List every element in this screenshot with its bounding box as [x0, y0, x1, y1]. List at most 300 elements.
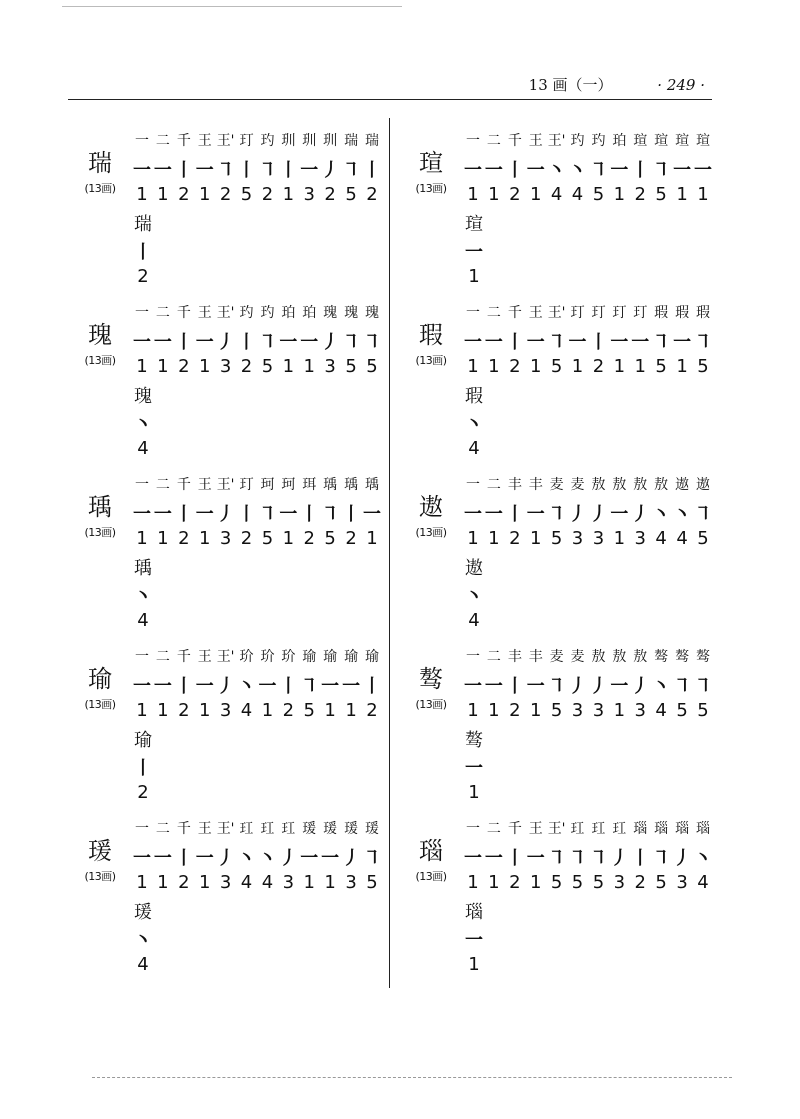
stroke-number: 1	[467, 872, 479, 893]
stroke-shape: 丨	[237, 332, 256, 353]
stroke-form: 一	[135, 477, 149, 493]
stroke-shape: 一	[484, 848, 503, 869]
stroke-shape: 丿	[216, 676, 235, 697]
number-row	[463, 700, 713, 721]
stroke-shape: 一	[133, 160, 151, 181]
stroke-number: 1	[488, 872, 500, 893]
form-row	[463, 818, 713, 838]
stroke-form: 瑄	[633, 133, 648, 149]
stroke-shape: 丨	[237, 160, 256, 181]
stroke-number: 1	[676, 184, 688, 205]
stroke-number: 5	[550, 528, 563, 549]
stroke-form: 玎	[570, 305, 585, 321]
stroke-form: 王	[197, 649, 212, 665]
continuation-number: 4	[468, 438, 480, 459]
stroke-shape: ㇕	[589, 848, 608, 869]
stroke-shape: 丿	[673, 848, 692, 869]
stroke-shape: 丨	[237, 504, 256, 525]
stroke-number: 1	[157, 356, 169, 377]
stroke-shape: ㇕	[258, 160, 277, 181]
continuation-char: 瑕	[465, 386, 483, 407]
stroke-count-label: (13画)	[84, 182, 116, 195]
stroke-shape: ㇕	[673, 676, 692, 697]
stroke-shape: 一	[610, 332, 629, 353]
continuation-number: 4	[468, 610, 480, 631]
stroke-shape: 一	[153, 160, 172, 181]
number-row	[132, 356, 382, 377]
stroke-count-label: (13画)	[415, 182, 447, 195]
stroke-shape: ㇕	[693, 332, 712, 353]
stroke-number: 1	[136, 872, 148, 893]
continuation-stroke: 丨	[134, 758, 152, 779]
stroke-form: 瑙	[633, 821, 648, 837]
stroke-form: 瑜	[364, 649, 379, 665]
stroke-form: 瑕	[695, 305, 710, 321]
stroke-form: 瑄	[695, 133, 710, 149]
stroke-number: 1	[136, 184, 148, 205]
stroke-shape: 丶	[237, 848, 256, 869]
stroke-form: 王'	[216, 305, 235, 321]
stroke-count-label: (13画)	[84, 526, 116, 539]
stroke-shape: ㇕	[362, 848, 381, 869]
continuation-char: 瑗	[134, 902, 152, 923]
stroke-number: 4	[261, 872, 274, 893]
stroke-form: 玒	[612, 821, 627, 837]
stroke-form: 玠	[260, 649, 275, 665]
char-entry	[406, 816, 712, 988]
stroke-number: 5	[592, 184, 605, 205]
stroke-shape: 一	[342, 676, 361, 697]
stroke-count-label: (13画)	[415, 870, 447, 883]
stroke-form: 瑰	[364, 305, 379, 321]
stroke-form: 王'	[547, 305, 566, 321]
stroke-shape: ㇕	[216, 160, 235, 181]
stroke-form: 一	[135, 649, 149, 665]
stroke-form: 千	[507, 133, 522, 149]
stroke-form: 丰	[528, 477, 543, 493]
stroke-shape: 丨	[300, 504, 319, 525]
stroke-shape: 丨	[589, 332, 608, 353]
stroke-number: 2	[178, 528, 190, 549]
continuation-char: 遨	[465, 558, 483, 579]
stroke-form: 二	[155, 821, 170, 837]
stroke-shape: 丨	[174, 504, 193, 525]
stroke-number: 2	[509, 700, 521, 721]
continuation-number: 1	[468, 266, 480, 287]
stroke-number: 5	[261, 356, 274, 377]
stroke-form: 二	[486, 477, 501, 493]
stroke-form: 王'	[216, 649, 235, 665]
headword-char: 瑙	[419, 837, 443, 865]
stroke-shape: 丨	[174, 332, 193, 353]
form-row	[463, 474, 713, 494]
stroke-shape: 一	[195, 332, 214, 353]
stroke-form: 一	[466, 305, 480, 321]
stroke-shape: 丨	[505, 504, 524, 525]
stroke-number: 5	[240, 184, 253, 205]
stroke-shape: ㇕	[258, 504, 277, 525]
stroke-shape: 丨	[279, 160, 298, 181]
stroke-shape: 一	[610, 160, 629, 181]
stroke-shape: 丨	[362, 676, 381, 697]
form-row	[132, 130, 382, 150]
stroke-form: 王'	[216, 821, 235, 837]
stroke-number: 2	[324, 184, 336, 205]
stroke-count-label: (13画)	[84, 354, 116, 367]
stroke-shape: 丶	[547, 160, 566, 181]
stroke-number: 5	[366, 356, 378, 377]
stroke-shape: 一	[195, 504, 214, 525]
stroke-number: 1	[366, 528, 378, 549]
stroke-number: 2	[345, 528, 357, 549]
stroke-number: 1	[198, 528, 211, 549]
stroke-number: 1	[529, 700, 542, 721]
stroke-form: 王	[528, 133, 543, 149]
stroke-number: 4	[697, 872, 709, 893]
stroke-number: 5	[571, 872, 584, 893]
stroke-shape: ㇕	[258, 332, 277, 353]
stroke-shape: 一	[464, 848, 482, 869]
stroke-shape: 一	[133, 504, 151, 525]
stroke-form: 一	[466, 133, 480, 149]
stroke-row	[132, 156, 382, 182]
stroke-shape: 丶	[652, 676, 671, 697]
stroke-form: 瑄	[654, 133, 669, 149]
number-row	[463, 872, 713, 893]
stroke-number: 1	[157, 872, 169, 893]
continuation-char: 瑞	[134, 214, 152, 235]
stroke-form: 珂	[281, 477, 296, 493]
stroke-number: 1	[488, 356, 500, 377]
stroke-form: 一	[466, 821, 480, 837]
stroke-form: 玎	[633, 305, 648, 321]
stroke-number: 2	[509, 184, 521, 205]
stroke-count-label: (13画)	[84, 698, 116, 711]
stroke-number: 3	[592, 528, 605, 549]
stroke-number: 1	[529, 184, 542, 205]
stroke-form: 玒	[570, 821, 585, 837]
stroke-shape: 一	[610, 504, 629, 525]
stroke-form: 玓	[570, 133, 585, 149]
stroke-shape: ㇕	[589, 160, 608, 181]
stroke-number: 2	[282, 700, 295, 721]
stroke-form: 千	[176, 649, 191, 665]
stroke-number: 3	[613, 872, 626, 893]
stroke-number: 1	[488, 184, 500, 205]
stroke-number: 3	[219, 356, 232, 377]
stroke-form: 敖	[633, 649, 648, 665]
stroke-number: 1	[157, 184, 169, 205]
stroke-form: 王	[197, 477, 212, 493]
char-entry	[75, 644, 381, 816]
stroke-form: 敖	[654, 477, 669, 493]
stroke-form: 千	[507, 821, 522, 837]
char-entry	[75, 300, 381, 472]
continuation-number: 4	[137, 954, 149, 975]
stroke-number: 1	[345, 700, 357, 721]
stroke-row	[463, 672, 713, 698]
stroke-shape: 一	[568, 332, 587, 353]
stroke-number: 1	[324, 700, 336, 721]
stroke-shape: 丨	[174, 848, 193, 869]
stroke-shape: 一	[484, 676, 503, 697]
stroke-form: 瑙	[695, 821, 710, 837]
stroke-form: 玎	[239, 133, 254, 149]
stroke-number: 1	[529, 528, 542, 549]
stroke-shape: 一	[464, 504, 482, 525]
stroke-form: 玒	[239, 821, 254, 837]
stroke-form: 骜	[654, 649, 669, 665]
stroke-number: 1	[136, 700, 148, 721]
char-entry	[406, 300, 712, 472]
stroke-form: 二	[155, 133, 170, 149]
right-column	[406, 128, 712, 988]
stroke-shape: 丨	[631, 160, 650, 181]
stroke-number: 5	[697, 700, 709, 721]
stroke-number: 1	[261, 700, 274, 721]
stroke-shape: 丿	[216, 848, 235, 869]
running-header	[529, 74, 705, 95]
stroke-form: 珥	[302, 477, 317, 493]
stroke-shape: 一	[526, 848, 545, 869]
stroke-form: 麦	[570, 649, 585, 665]
form-row	[132, 818, 382, 838]
stroke-form: 玓	[591, 133, 606, 149]
stroke-shape: 丶	[693, 848, 712, 869]
stroke-number: 1	[467, 184, 479, 205]
stroke-form: 玠	[281, 649, 296, 665]
stroke-shape: ㇕	[652, 848, 671, 869]
stroke-shape: ㇕	[652, 332, 671, 353]
number-row	[132, 528, 382, 549]
column-divider	[389, 118, 390, 988]
stroke-number: 5	[655, 356, 667, 377]
stroke-shape: 丿	[610, 848, 629, 869]
headword-char: 瑜	[88, 665, 112, 693]
stroke-shape: ㇕	[362, 332, 381, 353]
stroke-number: 5	[324, 528, 336, 549]
stroke-count-label: (13画)	[415, 526, 447, 539]
stroke-form: 珀	[302, 305, 317, 321]
stroke-shape: 一	[693, 160, 712, 181]
stroke-number: 5	[655, 184, 667, 205]
stroke-number: 1	[282, 528, 295, 549]
stroke-number: 2	[509, 528, 521, 549]
stroke-shape: ㇕	[547, 848, 566, 869]
continuation-stroke: 一	[465, 242, 483, 263]
form-row	[132, 302, 382, 322]
number-row	[463, 528, 713, 549]
headword-char: 骜	[419, 665, 443, 693]
stroke-form: 瑀	[364, 477, 379, 493]
stroke-shape: 丨	[174, 676, 193, 697]
stroke-form: 瑜	[323, 649, 338, 665]
header-rule	[68, 99, 712, 100]
stroke-number: 2	[303, 528, 315, 549]
stroke-shape: 一	[195, 160, 214, 181]
stroke-shape: 一	[153, 848, 172, 869]
stroke-number: 1	[136, 528, 148, 549]
stroke-form: 瑙	[654, 821, 669, 837]
stroke-shape: 一	[133, 676, 151, 697]
continuation-number: 4	[137, 438, 149, 459]
stroke-number: 1	[136, 356, 148, 377]
stroke-shape: 一	[153, 504, 172, 525]
stroke-form: 敖	[591, 649, 606, 665]
stroke-shape: 一	[153, 332, 172, 353]
stroke-number: 1	[676, 356, 688, 377]
stroke-shape: 丿	[568, 504, 587, 525]
stroke-form: 瑞	[344, 133, 359, 149]
form-row	[132, 646, 382, 666]
number-row	[132, 872, 382, 893]
stroke-form: 玎	[591, 305, 606, 321]
stroke-shape: 一	[258, 676, 277, 697]
stroke-form: 瑗	[344, 821, 359, 837]
stroke-shape: 一	[464, 676, 482, 697]
stroke-form: 一	[466, 649, 480, 665]
stroke-form: 遨	[695, 477, 710, 493]
stroke-number: 5	[592, 872, 605, 893]
number-row	[132, 184, 382, 205]
continuation-char: 瑙	[465, 902, 483, 923]
number-row	[463, 184, 713, 205]
stroke-number: 5	[550, 700, 563, 721]
stroke-shape: 一	[631, 332, 650, 353]
stroke-number: 1	[282, 356, 295, 377]
stroke-number: 4	[571, 184, 584, 205]
stroke-shape: 一	[484, 332, 503, 353]
stroke-count-label: (13画)	[84, 870, 116, 883]
stroke-shape: 一	[673, 332, 692, 353]
stroke-form: 王'	[547, 133, 566, 149]
stroke-form: 玒	[281, 821, 296, 837]
stroke-number: 2	[509, 872, 521, 893]
stroke-number: 1	[488, 528, 500, 549]
stroke-form: 敖	[612, 649, 627, 665]
form-row	[463, 646, 713, 666]
stroke-number: 5	[676, 700, 688, 721]
stroke-form: 瑗	[364, 821, 379, 837]
section-label: 13 画（一）	[528, 76, 613, 94]
headword-char: 遨	[419, 493, 443, 521]
stroke-form: 瑜	[344, 649, 359, 665]
stroke-number: 3	[592, 700, 605, 721]
continuation-char: 瑀	[134, 558, 152, 579]
stroke-form: 麦	[570, 477, 585, 493]
stroke-shape: ㇕	[321, 504, 340, 525]
stroke-form: 瑗	[323, 821, 338, 837]
stroke-form: 王	[528, 305, 543, 321]
stroke-form: 二	[155, 649, 170, 665]
stroke-form: 玔	[281, 133, 296, 149]
stroke-number: 2	[240, 528, 253, 549]
stroke-number: 1	[697, 184, 709, 205]
stroke-number: 5	[550, 872, 563, 893]
stroke-number: 1	[198, 700, 211, 721]
stroke-shape: 一	[153, 676, 172, 697]
stroke-row	[132, 672, 382, 698]
stroke-number: 2	[178, 184, 190, 205]
continuation-stroke: 丶	[134, 586, 152, 607]
stroke-shape: 丿	[631, 504, 650, 525]
stroke-form: 玓	[260, 133, 275, 149]
stroke-form: 瑙	[675, 821, 690, 837]
stroke-form: 玔	[302, 133, 317, 149]
stroke-form: 瑞	[364, 133, 379, 149]
headword-char: 瑕	[419, 321, 443, 349]
headword-char: 瑗	[88, 837, 112, 865]
stroke-shape: 丶	[652, 504, 671, 525]
stroke-shape: 丨	[174, 160, 193, 181]
stroke-number: 1	[198, 356, 211, 377]
stroke-form: 千	[176, 477, 191, 493]
stroke-shape: 一	[195, 848, 214, 869]
stroke-form: 瑰	[344, 305, 359, 321]
left-column	[75, 128, 381, 988]
stroke-form: 丰	[507, 649, 522, 665]
stroke-shape: 一	[279, 504, 298, 525]
stroke-number: 1	[467, 356, 479, 377]
stroke-shape: 一	[133, 332, 151, 353]
stroke-row	[463, 156, 713, 182]
headword-char: 瑄	[419, 149, 443, 177]
stroke-form: 王	[197, 305, 212, 321]
stroke-number: 4	[655, 700, 667, 721]
continuation-number: 1	[468, 954, 480, 975]
stroke-number: 5	[366, 872, 378, 893]
stroke-shape: 一	[464, 160, 482, 181]
stroke-form: 王	[197, 133, 212, 149]
continuation-number: 2	[137, 782, 149, 803]
stroke-number: 4	[240, 872, 253, 893]
number-row	[463, 356, 713, 377]
stroke-number: 5	[261, 528, 274, 549]
stroke-form: 千	[507, 305, 522, 321]
continuation-stroke: 丶	[134, 930, 152, 951]
stroke-shape: 丨	[505, 160, 524, 181]
form-row	[132, 474, 382, 494]
stroke-number: 1	[303, 356, 315, 377]
stroke-number: 1	[571, 356, 584, 377]
stroke-shape: 丨	[505, 332, 524, 353]
continuation-stroke: 一	[465, 758, 483, 779]
stroke-number: 3	[634, 700, 646, 721]
stroke-form: 王'	[547, 821, 566, 837]
stroke-number: 1	[613, 528, 626, 549]
stroke-number: 5	[697, 528, 709, 549]
stroke-shape: 一	[195, 676, 214, 697]
stroke-form: 玠	[239, 649, 254, 665]
stroke-shape: 丿	[589, 676, 608, 697]
stroke-number: 1	[324, 872, 336, 893]
stroke-number: 2	[178, 700, 190, 721]
stroke-form: 一	[135, 305, 149, 321]
stroke-form: 珂	[260, 477, 275, 493]
stroke-shape: 丨	[342, 504, 361, 525]
continuation-number: 4	[137, 610, 149, 631]
continuation-stroke: 丨	[134, 242, 152, 263]
stroke-form: 玔	[323, 133, 338, 149]
stroke-number: 3	[219, 528, 232, 549]
stroke-number: 2	[178, 356, 190, 377]
stroke-number: 1	[282, 184, 295, 205]
stroke-number: 2	[366, 700, 378, 721]
continuation-char: 瑜	[134, 730, 152, 751]
stroke-number: 5	[345, 184, 357, 205]
continuation-stroke: 一	[465, 930, 483, 951]
stroke-shape: 丶	[568, 160, 587, 181]
